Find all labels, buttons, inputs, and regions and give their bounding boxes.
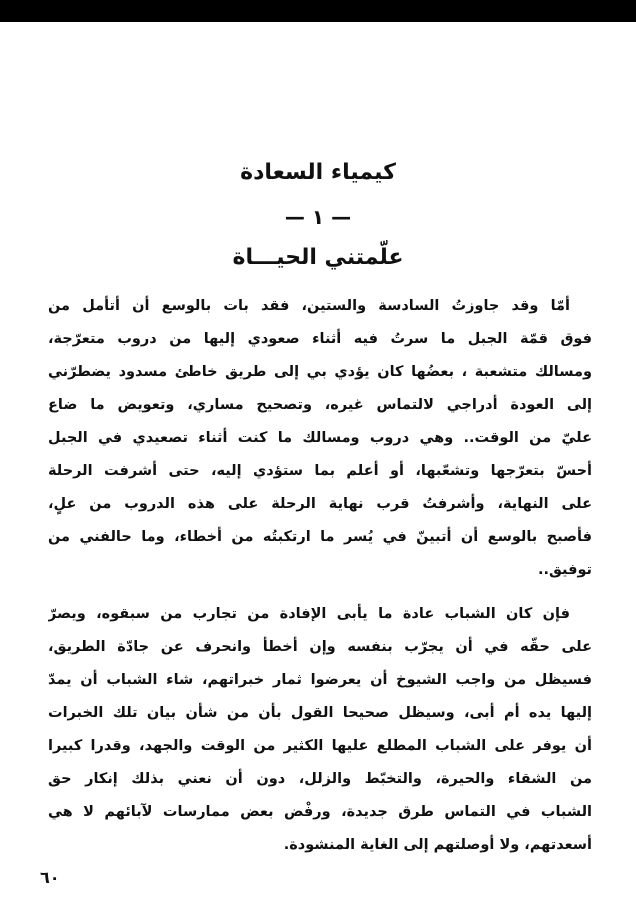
page-number: ٦٠ — [40, 868, 60, 887]
text-line: أن يوفر على الشباب المطلع عليها الكثير من الوقت والجهد، وقدرا كبيرا — [48, 738, 592, 754]
text-line: أمّا وقد جاوزتُ السادسة والستين، فقد بات بالوسع أن أتأمل من — [48, 298, 570, 314]
text-line: فإن كان الشباب عادة ما يأبى الإفادة من تجارب من سبقوه، ويصرّ — [48, 606, 570, 622]
text-line: فسيظل من واجب الشيوخ أن يعرضوا ثمار خبراتهم، شاء الشباب أن يمدّ — [48, 672, 592, 688]
text-line: ومسالك متشعبة ، بعضُها كان يؤدي بي إلى طريق خاطئ مسدود يضطرّني — [48, 364, 592, 380]
paragraph-1 — [48, 290, 592, 587]
text-line: عليّ من الوقت.. وهي دروب ومسالك ما كنت أثناء تصعيدي في الجبل — [48, 430, 592, 446]
text-line: أسعدتهم، ولا أوصلتهم إلى الغاية المنشودة. — [283, 837, 592, 853]
paragraph-2 — [48, 598, 592, 862]
book-title: كيمياء السعادة — [240, 160, 396, 185]
text-line: أحسّ بتعرّجها وتشعّبها، أو أعلم بما ستؤدي إليه، حتى أشرفت الرحلة — [48, 463, 592, 479]
text-line: إليها يده أم أبى، وسيظل صحيحا القول بأن من شأن بيان تلك الخبرات — [48, 705, 592, 721]
chapter-number: — ١ — — [284, 205, 352, 229]
text-line: فأصبح بالوسع أن أتبينّ في يُسر ما ارتكبتُه من أخطاء، وما حالفني من — [48, 529, 592, 545]
text-line: الشباب في التماس طرق جديدة، ورفْض بعض ممارسات لآبائهم لا هي — [48, 804, 592, 820]
text-line: توفيق.. — [537, 562, 592, 578]
text-line: من الشقاء والحيرة، والتخبّط والزلل، دون أن نعني بذلك إنكار حق — [48, 771, 592, 787]
text-line: على النهاية، وأشرفتُ قرب نهاية الرحلة على هذه الدروب من علٍ، — [48, 496, 592, 512]
text-line: إلى العودة أدراجي لالتماس غيره، وتصحيح مساري، وتعويض ما ضاع — [48, 397, 592, 413]
text-line: على حقّه في أن يجرّب بنفسه وإن أخطأ وانحرف عن جادّة الطريق، — [48, 639, 592, 655]
text-line: فوق قمّة الجبل ما سرتُ فيه أثناء صعودي إليها من دروب متعرّجة، — [48, 331, 592, 347]
chapter-title: علّمتني الحيـــاة — [232, 245, 404, 270]
